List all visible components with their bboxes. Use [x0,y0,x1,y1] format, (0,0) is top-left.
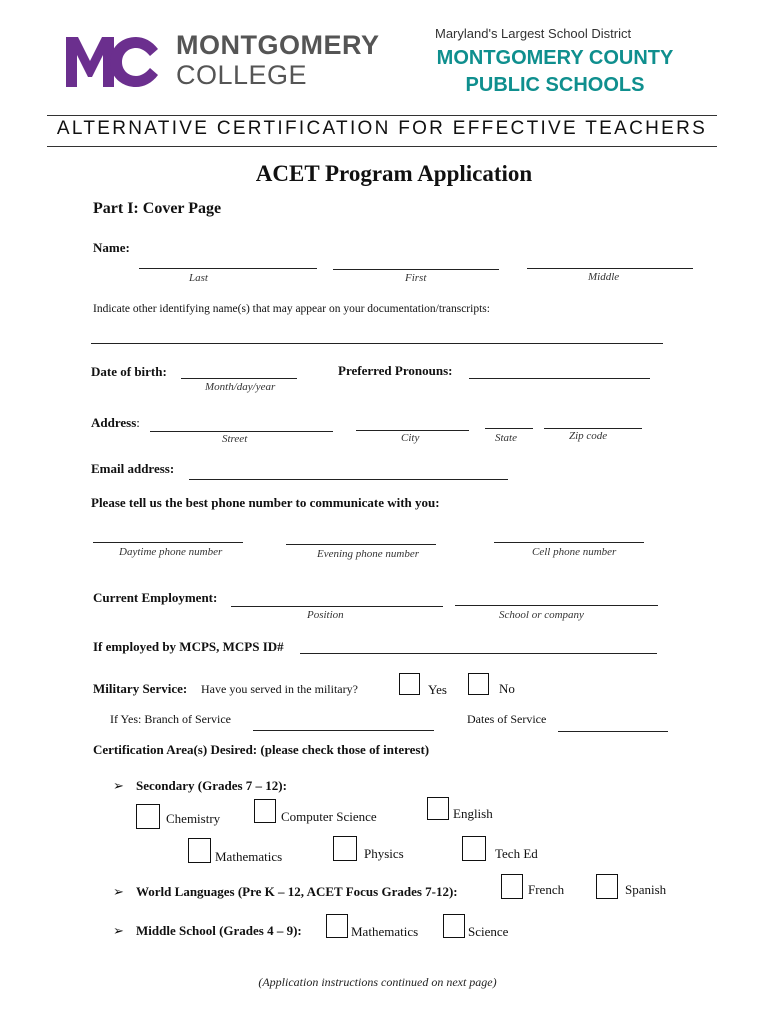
other-names-field[interactable] [91,343,663,344]
ms-mathematics-checkbox[interactable] [326,914,348,938]
phone-prompt: Please tell us the best phone number to communicate with you: [91,495,440,510]
dates-field[interactable] [558,731,668,732]
middle-school-heading: Middle School (Grades 4 – 9): [136,923,302,938]
military-no-label: No [499,681,515,696]
daytime-phone-field[interactable] [93,542,243,543]
name-label: Name: [93,240,130,255]
dates-label: Dates of Service [467,712,547,726]
military-question: Have you served in the military? [201,682,358,696]
pronouns-label: Preferred Pronouns: [338,363,453,378]
branch-field[interactable] [253,730,434,731]
ms-mathematics-label: Mathematics [351,924,419,939]
evening-phone-field[interactable] [286,544,436,545]
position-hint: Position [307,609,344,621]
military-label: Military Service: [93,681,188,696]
english-label: English [453,806,493,821]
physics-label: Physics [364,846,404,861]
banner-top-rule [47,115,717,116]
email-field[interactable] [189,479,508,480]
school-hint: School or company [499,609,584,621]
pronouns-field[interactable] [469,378,650,379]
address-label: Address: [91,415,140,430]
evening-phone-hint: Evening phone number [317,548,420,560]
middle-name-hint: Middle [588,271,620,283]
cell-phone-field[interactable] [494,542,644,543]
physics-checkbox[interactable] [333,836,357,861]
email-label: Email address: [91,461,175,476]
state-hint: State [495,432,517,444]
french-checkbox[interactable] [501,874,523,899]
montgomery-college-logo [66,37,158,87]
daytime-phone-hint: Daytime phone number [119,546,223,558]
employment-label: Current Employment: [93,590,218,605]
ms-science-checkbox[interactable] [443,914,465,938]
montgomery-college-name: MONTGOMERY COLLEGE [176,30,380,90]
english-checkbox[interactable] [427,797,449,820]
city-hint: City [401,432,420,444]
school-field[interactable] [455,605,658,606]
mcps-id-field[interactable] [300,653,657,654]
dob-hint: Month/day/year [205,381,276,393]
mcps-id-label: If employed by MCPS, MCPS ID# [93,639,284,654]
spanish-checkbox[interactable] [596,874,618,899]
dob-label: Date of birth: [91,364,167,379]
other-names-label: Indicate other identifying name(s) that may appear on your documentation/transcripts: [93,303,490,315]
spanish-label: Spanish [625,882,667,897]
continued-footer: (Application instructions continued on next page) [258,975,497,989]
chemistry-label: Chemistry [166,811,221,826]
program-banner: ALTERNATIVE CERTIFICATION FOR EFFECTIVE TEACHERS [56,118,708,139]
city-field[interactable] [356,430,469,431]
bullet-arrow-icon: ➢ [113,923,124,938]
last-name-field[interactable] [139,268,317,269]
banner-bottom-rule [47,146,717,147]
computer-science-checkbox[interactable] [254,799,276,823]
street-hint: Street [222,433,248,445]
cell-phone-hint: Cell phone number [532,546,617,558]
middle-name-field[interactable] [527,268,693,269]
mcps-tagline: Maryland's Largest School District [435,26,632,41]
street-field[interactable] [150,431,333,432]
world-languages-heading: World Languages (Pre K – 12, ACET Focus Grades 7-12): [136,884,458,899]
state-field[interactable] [485,428,533,429]
part-heading: Part I: Cover Page [93,200,222,217]
computer-science-label: Computer Science [281,809,377,824]
branch-label: If Yes: Branch of Service [110,712,231,726]
bullet-arrow-icon: ➢ [113,884,124,899]
secondary-heading: Secondary (Grades 7 – 12): [136,778,287,793]
tech-ed-checkbox[interactable] [462,836,486,861]
mathematics-label: Mathematics [215,849,283,864]
zip-field[interactable] [544,428,642,429]
last-name-hint: Last [189,272,208,284]
military-no-checkbox[interactable] [468,673,489,695]
page-title: ACET Program Application [255,161,533,186]
first-name-field[interactable] [333,269,499,270]
french-label: French [528,882,565,897]
position-field[interactable] [231,606,443,607]
dob-field[interactable] [181,378,297,379]
zip-hint: Zip code [569,430,608,442]
mcps-name: MONTGOMERY COUNTY PUBLIC SCHOOLS [436,47,674,96]
ms-science-label: Science [468,924,509,939]
mathematics-checkbox[interactable] [188,838,211,863]
tech-ed-label: Tech Ed [495,846,538,861]
cert-heading: Certification Area(s) Desired: (please check those of interest) [93,742,430,757]
chemistry-checkbox[interactable] [136,804,160,829]
military-yes-checkbox[interactable] [399,673,420,695]
military-yes-label: Yes [428,682,447,697]
bullet-arrow-icon: ➢ [113,778,124,793]
first-name-hint: First [405,272,427,284]
